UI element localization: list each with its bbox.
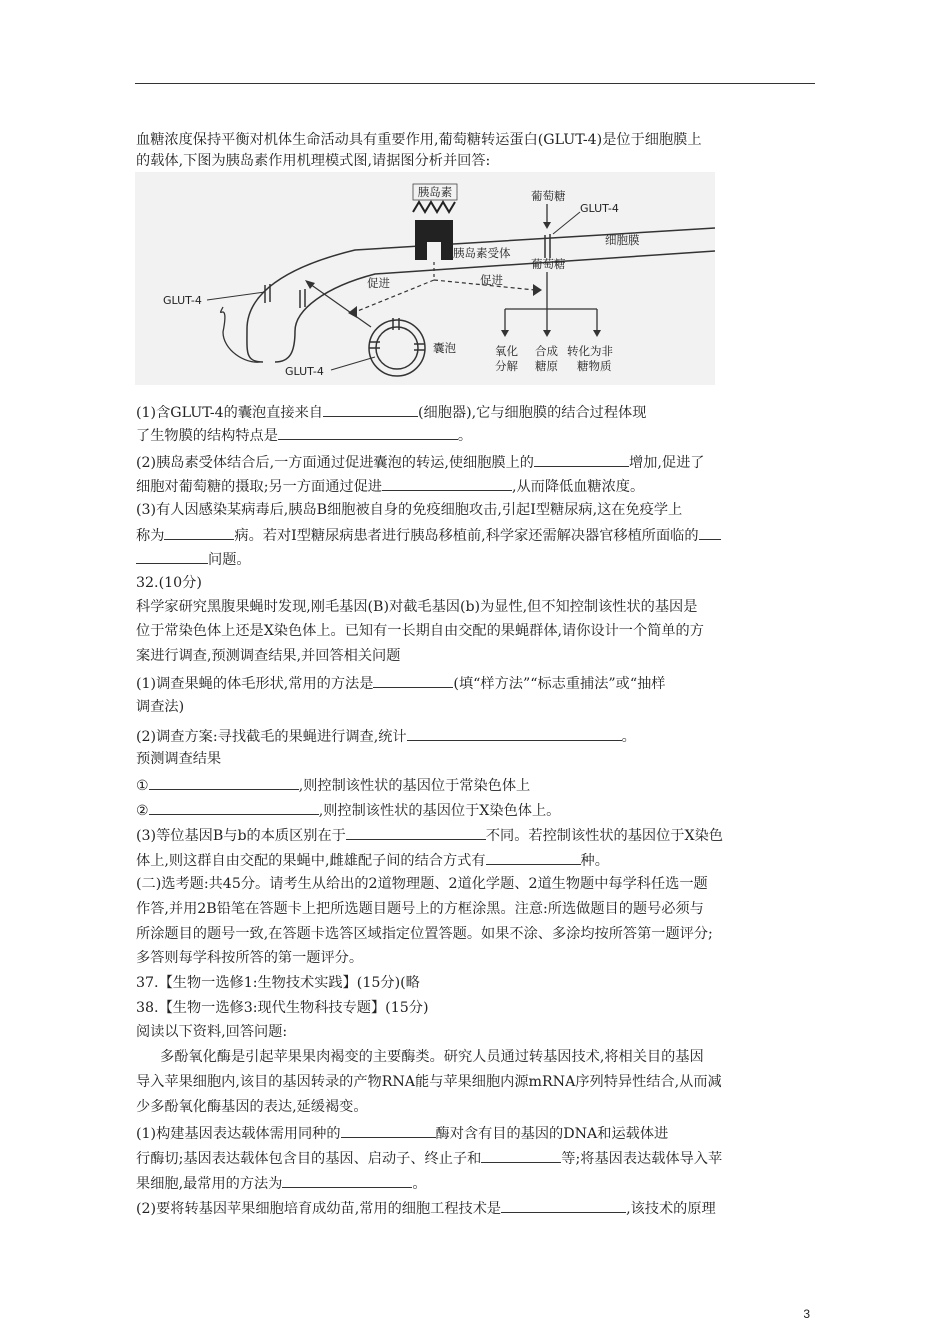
label-promote-1: 促进 <box>367 276 390 290</box>
q38-read-instruction: 阅读以下资料,回答问题: <box>136 1024 288 1040</box>
q32-part3-line1: (3)等位基因B与b的本质区别在于 不同。若控制该性状的基因位于X染色 <box>136 824 723 846</box>
q38-part2-line1: (2)要将转基因苹果细胞培育成幼苗,常用的细胞工程技术是 ,该技术的原理 <box>136 1197 716 1219</box>
answer-blank[interactable] <box>501 1197 626 1213</box>
q32-part2: (2)调查方案:寻找截毛的果蝇进行调查,统计 。 <box>136 725 636 747</box>
label-out-3a: 转化为非 <box>567 344 613 358</box>
label-out-3b: 糖物质 <box>577 359 612 373</box>
label-out-2b: 糖原 <box>535 359 558 373</box>
membrane-fold-right <box>275 331 295 362</box>
q32-stem-3: 案进行调查,预测调查结果,并回答相关问题 <box>136 648 401 664</box>
answer-blank[interactable] <box>149 774 299 790</box>
elective-line-3: 所涂题目的题号一致,在答题卡选答区域指定位置答题。如果不涂、多涂均按所答第一题评分; <box>136 926 713 942</box>
label-glucose-inside: 葡萄糖 <box>531 257 566 271</box>
insulin-molecule <box>413 202 455 212</box>
answer-blank[interactable] <box>407 725 622 741</box>
page-number: 3 <box>803 1307 810 1321</box>
q31-part3-line3: 问题。 <box>136 548 251 570</box>
q32-part1-line2: 调查法) <box>136 699 185 715</box>
q32-result-2: ② ,则控制该性状的基因位于X染色体上。 <box>136 799 560 821</box>
answer-blank[interactable] <box>486 849 581 865</box>
q31-part1-line1: (1)含GLUT-4的囊泡直接来自 (细胞器),它与细胞膜的结合过程体现 <box>136 401 646 423</box>
label-out-1a: 氧化 <box>495 344 518 358</box>
elective-line-1: (二)选考题:共45分。请考生从给出的2道物理题、2道化学题、2道生物题中每学科任选一题 <box>136 876 708 892</box>
answer-blank[interactable] <box>481 1147 561 1163</box>
insulin-mechanism-figure <box>135 172 715 385</box>
q32-part1-line1: (1)调查果蝇的体毛形状,常用的方法是 (填“样方法”“标志重捕法”或“抽样 <box>136 672 665 694</box>
elective-line-4: 多答则每学科按所答的第一题评分。 <box>136 950 364 966</box>
q32-part3-line2: 体上,则这群自由交配的果蝇中,雌雄配子间的结合方式有 种。 <box>136 849 609 871</box>
answer-blank[interactable] <box>699 524 721 540</box>
answer-blank[interactable] <box>136 548 208 564</box>
label-insulin: 胰岛素 <box>417 185 453 199</box>
q38-part1-line1: (1)构建基因表达载体需用同种的 酶对含有目的基因的DNA和运载体进 <box>136 1122 668 1144</box>
intro-line-1: 血糖浓度保持平衡对机体生命活动具有重要作用,葡萄糖转运蛋白(GLUT-4)是位于细胞膜上 <box>136 132 702 148</box>
label-glut4-left: GLUT-4 <box>163 294 202 307</box>
q31-part3-line1: (3)有人因感染某病毒后,胰岛B细胞被自身的免疫细胞攻击,引起Ⅰ型糖尿病,这在免疫学上 <box>136 502 683 518</box>
q32-stem-1: 科学家研究黑腹果蝇时发现,刚毛基因(B)对截毛基因(b)为显性,但不知控制该性状的基因是 <box>136 599 698 615</box>
q32-result-1: ① ,则控制该性状的基因位于常染色体上 <box>136 774 530 796</box>
q38-material-1: 多酚氧化酶是引起苹果果肉褐变的主要酶类。研究人员通过转基因技术,将相关目的基因 <box>160 1049 704 1065</box>
answer-blank[interactable] <box>149 799 319 815</box>
q38-part1-line2: 行酶切;基因表达载体包含目的基因、启动子、终止子和 等;将基因表达载体导入苹 <box>136 1147 722 1169</box>
label-glut4-right: GLUT-4 <box>580 202 619 215</box>
q38-material-3: 少多酚氧化酶基因的表达,延缓褐变。 <box>136 1099 368 1115</box>
label-receptor: 胰岛素受体 <box>453 246 511 260</box>
answer-blank[interactable] <box>282 1172 412 1188</box>
elective-line-2: 作答,并用2B铅笔在答题卡上把所选题目题号上的方框涂黑。注意:所选做题目的题号必须与 <box>136 901 704 917</box>
label-out-1b: 分解 <box>495 359 518 373</box>
membrane-hairpin <box>221 307 260 362</box>
answer-blank[interactable] <box>534 451 629 467</box>
label-out-2a: 合成 <box>535 344 558 358</box>
q32-prediction-heading: 预测调查结果 <box>136 751 222 767</box>
label-glucose-top: 葡萄糖 <box>531 189 566 203</box>
q32-title: 32.(10分) <box>136 575 202 591</box>
q38-heading: 38.【生物一选修3:现代生物科技专题】(15分) <box>136 1000 429 1016</box>
label-glut4-bottom: GLUT-4 <box>285 365 324 378</box>
q31-part1-line2: 了生物膜的结构特点是 。 <box>136 424 472 446</box>
q31-part3-line2: 称为 病。若对Ⅰ型糖尿病患者进行胰岛移植前,科学家还需解决器官移植所面临的 <box>136 524 721 546</box>
answer-blank[interactable] <box>278 424 458 440</box>
intro-line-2: 的载体,下图为胰岛素作用机理模式图,请据图分析并回答: <box>136 153 491 169</box>
header-rule <box>135 83 815 84</box>
answer-blank[interactable] <box>323 401 418 417</box>
q38-material-2: 导入苹果细胞内,该目的基因转录的产物RNA能与苹果细胞内源mRNA序列特异性结合,从而减 <box>136 1074 722 1090</box>
answer-blank[interactable] <box>164 524 234 540</box>
label-promote-2: 促进 <box>480 273 503 287</box>
q37-heading: 37.【生物一选修1:生物技术实践】(15分)(略 <box>136 975 420 991</box>
answer-blank[interactable] <box>346 824 486 840</box>
vesicle-inner <box>376 327 418 369</box>
q38-part1-line3: 果细胞,最常用的方法为 。 <box>136 1172 427 1194</box>
q31-part2-line1: (2)胰岛素受体结合后,一方面通过促进囊泡的转运,使细胞膜上的 增加,促进了 <box>136 451 704 473</box>
answer-blank[interactable] <box>341 1122 436 1138</box>
answer-blank[interactable] <box>373 672 453 688</box>
q31-part2-line2: 细胞对葡萄糖的摄取;另一方面通过促进 ,从而降低血糖浓度。 <box>136 475 644 497</box>
membrane-fold-left <box>247 329 263 362</box>
figure-svg <box>135 172 715 385</box>
answer-blank[interactable] <box>382 475 512 491</box>
label-vesicle: 囊泡 <box>433 341 456 355</box>
label-membrane: 细胞膜 <box>605 233 640 247</box>
q32-stem-2: 位于常染色体上还是X染色体上。已知有一长期自由交配的果蝇群体,请你设计一个简单的方 <box>136 623 704 639</box>
